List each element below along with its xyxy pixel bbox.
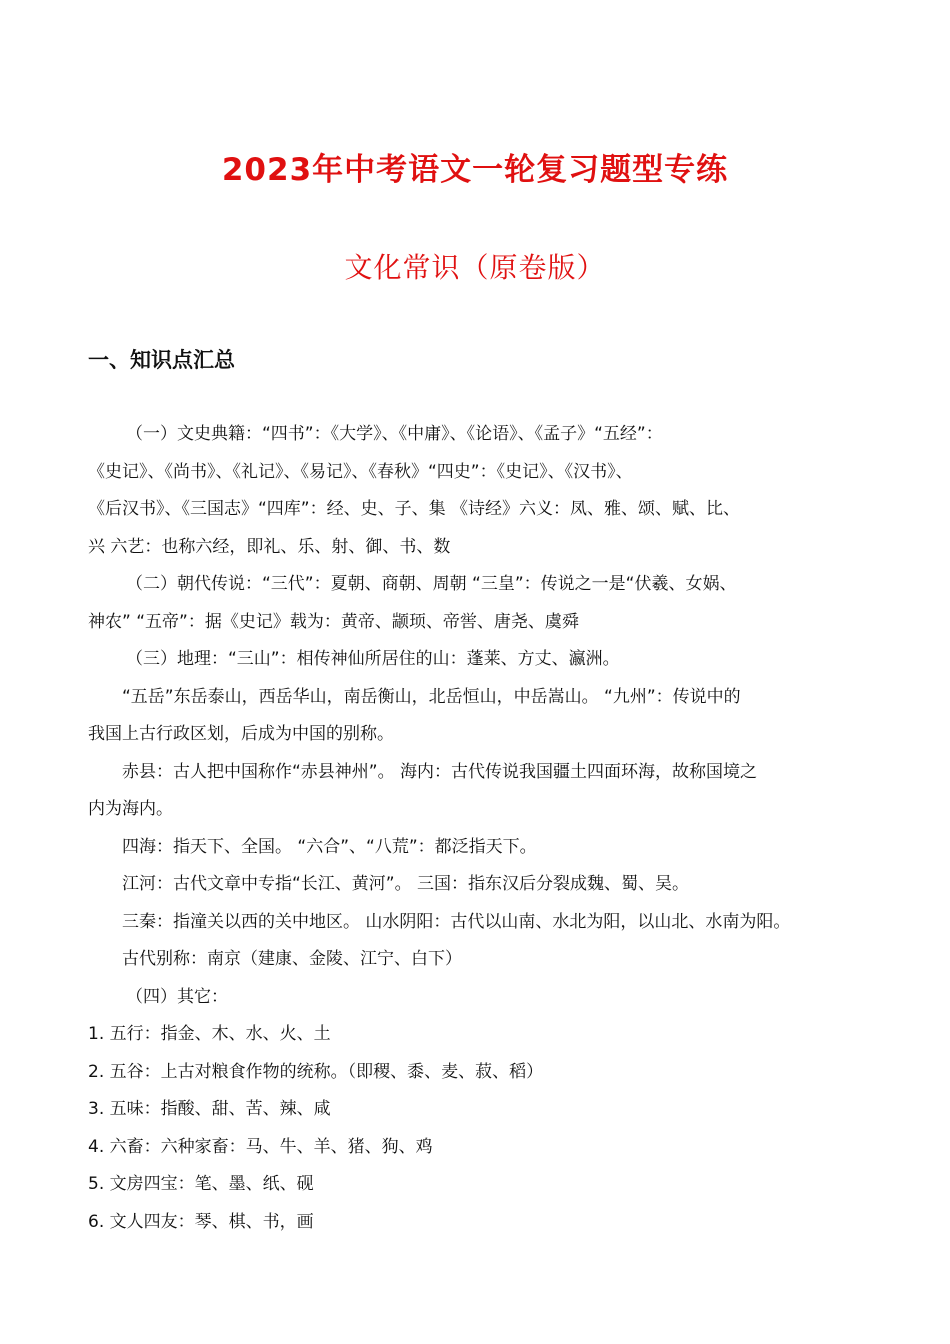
text-line: 《史记》、《尚书》、《礼记》、《易记》、《春秋》“四史”：《史记》、《汉书》、 — [88, 461, 633, 482]
list-item: 6. 文人四友：琴、棋、书，画 — [88, 1211, 314, 1232]
text-line: “五岳”东岳泰山，西岳华山，南岳衡山，北岳恒山，中岳嵩山。 “九州”：传说中的 — [122, 686, 741, 707]
text-line: 江河：古代文章中专指“长江、黄河”。 三国：指东汉后分裂成魏、蜀、吴。 — [122, 874, 690, 894]
list-item: 1. 五行：指金、木、水、火、土 — [88, 1024, 331, 1044]
text-line: （一）文史典籍：“四书”：《大学》、《中庸》、《论语》、《孟子》“五经”： — [126, 424, 663, 444]
list-item: 3. 五味：指酸、甜、苦、辣、咸 — [88, 1099, 331, 1119]
text-line: （四）其它： — [126, 986, 228, 1007]
text-line: 古代别称：南京（建康、金陵、江宁、白下） — [122, 949, 462, 969]
text-line: （三）地理：“三山”：相传神仙所居住的山：蓬莱、方丈、瀛洲。 — [126, 649, 620, 669]
section-heading: 一、知识点汇总 — [88, 348, 235, 372]
text-line: 兴 六艺：也称六经，即礼、乐、射、御、书、数 — [88, 536, 451, 557]
list-item: 4. 六畜：六种家畜：马、牛、羊、猪、狗、鸡 — [88, 1136, 433, 1157]
text-line: （二）朝代传说：“三代”：夏朝、商朝、周朝 “三皇”：传说之一是“伏羲、女娲、 — [126, 574, 737, 594]
text-line: 三秦：指潼关以西的关中地区。 山水阴阳：古代以山南、水北为阳，以山北、水南为阳。 — [122, 911, 791, 932]
text-line: 四海：指天下、全国。 “六合”、“八荒”：都泛指天下。 — [122, 836, 537, 857]
list-item: 5. 文房四宝：笔、墨、纸、砚 — [88, 1174, 314, 1194]
list-item: 2. 五谷：上古对粮食作物的统称。（即稷、黍、麦、菽、稻） — [88, 1061, 544, 1082]
text-line: 神农” “五帝”：据《史记》载为：黄帝、颛顼、帝喾、唐尧、虞舜 — [88, 611, 579, 632]
text-line: 《后汉书》、《三国志》“四库”：经、史、子、集 《诗经》六义：凤、雅、颂、赋、比、 — [88, 499, 741, 519]
text-line: 赤县：古人把中国称作“赤县神州”。 海内：古代传说我国疆土四面环海，故称国境之 — [122, 761, 758, 782]
text-line: 我国上古行政区划，后成为中国的别称。 — [88, 724, 394, 744]
document-subtitle: 文化常识（原卷版） — [344, 251, 606, 284]
document-body — [88, 416, 888, 1241]
text-line: 内为海内。 — [88, 799, 173, 819]
document-title: 2023年中考语文一轮复习题型专练 — [221, 152, 729, 188]
